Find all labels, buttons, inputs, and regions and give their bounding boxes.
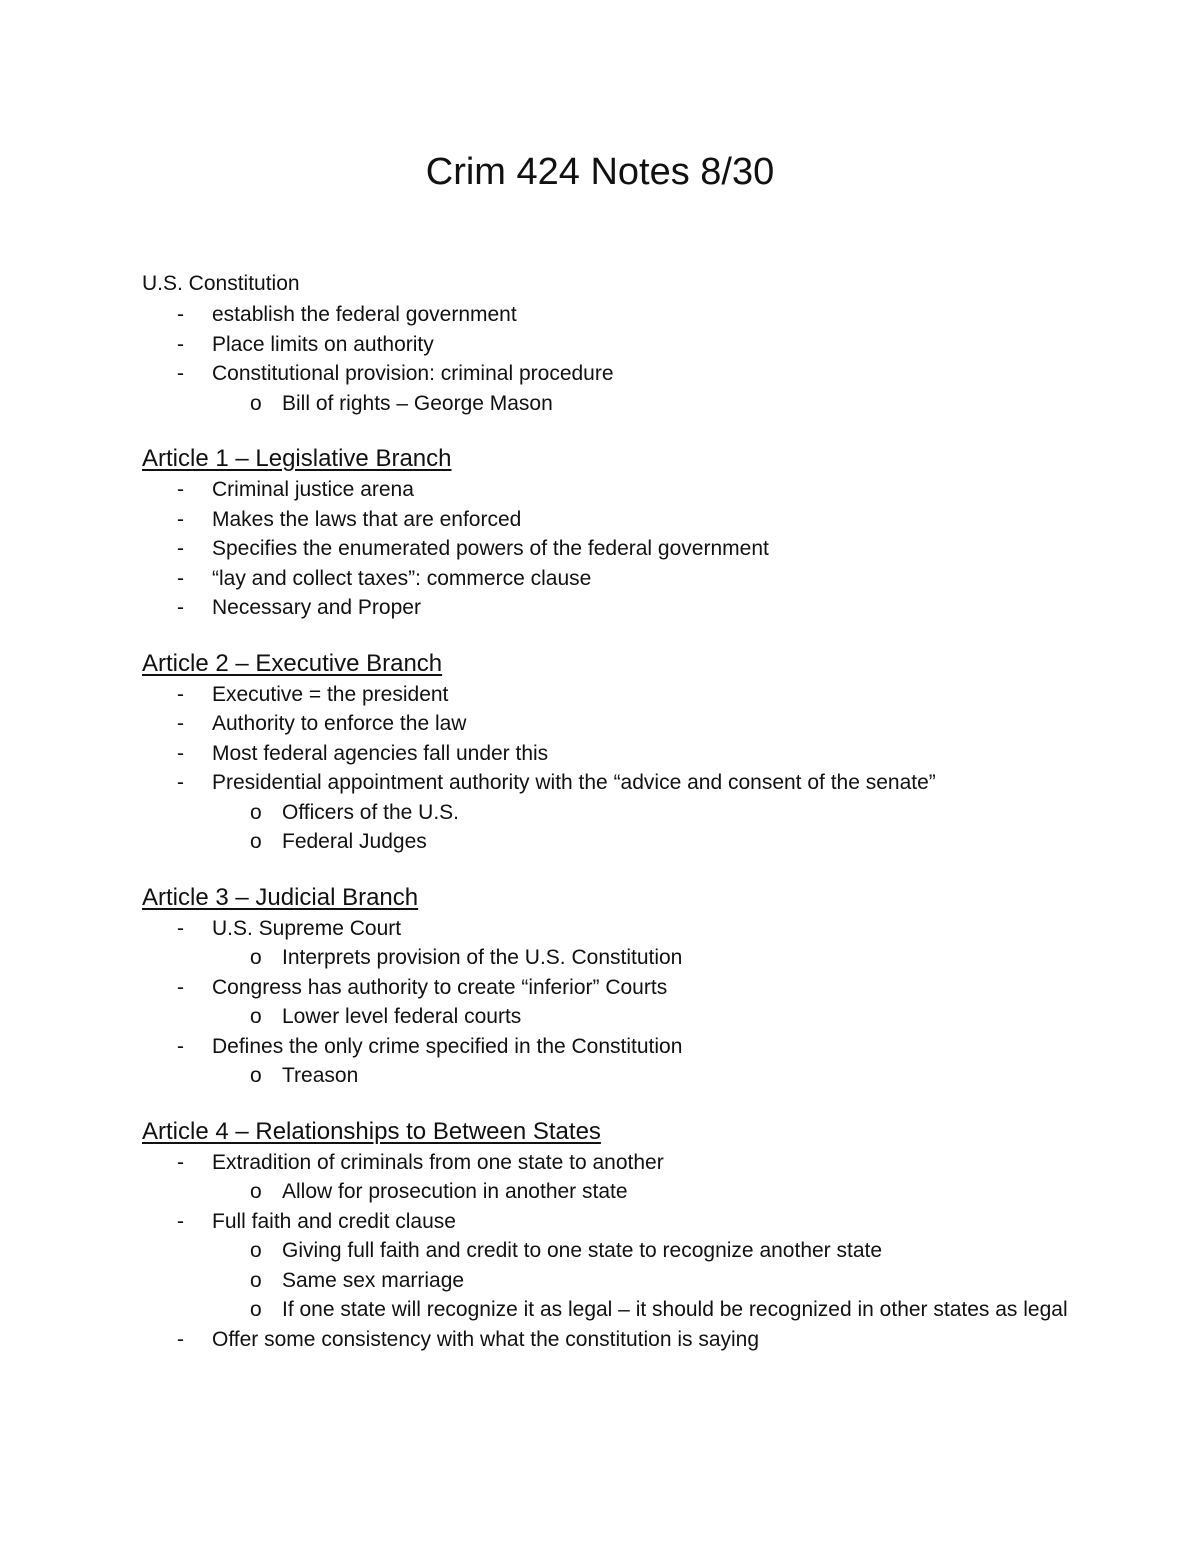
list-item: [142, 593, 1072, 623]
notes-content: [142, 268, 1072, 1379]
list-item: [142, 914, 1072, 973]
sub-list-item: [212, 1061, 1072, 1091]
page-title: Crim 424 Notes 8/30: [425, 151, 775, 193]
dash-bullet: -: [177, 478, 184, 501]
circle-bullet: o: [250, 946, 262, 969]
circle-bullet: o: [250, 830, 262, 853]
list-item-text: Executive = the president: [212, 682, 449, 706]
list-item-text: Offer some consistency with what the constitution is saying: [212, 1327, 760, 1351]
list-item-text: Full faith and credit clause: [212, 1209, 456, 1233]
circle-bullet: o: [250, 1005, 262, 1028]
list-item: [142, 330, 1072, 360]
circle-bullet: o: [250, 1298, 262, 1321]
sub-list-item: [212, 798, 1072, 828]
dash-bullet: -: [177, 566, 184, 590]
circle-bullet: o: [250, 800, 262, 824]
list-item-text: Makes the laws that are enforced: [212, 507, 522, 531]
sub-list-item-text: Lower level federal courts: [282, 1005, 522, 1028]
sub-list-item-text: If one state will recognize it as legal – it should be recognized in other states as legal: [282, 1298, 1068, 1321]
dash-bullet: -: [177, 1209, 184, 1233]
dash-bullet: -: [177, 362, 184, 385]
sub-list: [212, 1177, 1072, 1207]
bullet-list: [142, 680, 1072, 857]
list-item-text: “lay and collect taxes”: commerce clause: [212, 566, 592, 590]
list-item: [142, 359, 1072, 418]
circle-bullet: o: [250, 1239, 262, 1262]
list-item-text: Authority to enforce the law: [212, 712, 467, 735]
circle-bullet: o: [250, 391, 262, 415]
sub-list-item: [212, 827, 1072, 857]
dash-bullet: -: [177, 537, 184, 560]
list-item-text: Defines the only crime specified in the Constitution: [212, 1034, 683, 1058]
sub-list-item: [212, 1002, 1072, 1032]
dash-bullet: -: [177, 1034, 184, 1058]
section-heading: Article 4 – Relationships to Between States: [142, 1117, 601, 1145]
dash-bullet: -: [177, 1327, 184, 1351]
list-item: [142, 709, 1072, 739]
section-heading: Article 3 – Judicial Branch: [142, 883, 419, 911]
dash-bullet: -: [177, 1150, 184, 1174]
list-item-text: Extradition of criminals from one state to another: [212, 1150, 664, 1174]
dash-bullet: -: [177, 975, 184, 999]
sub-list: [212, 1002, 1072, 1032]
list-item-text: Specifies the enumerated powers of the federal government: [212, 537, 769, 560]
sub-list-item-text: Interprets provision of the U.S. Constitution: [282, 946, 683, 969]
dash-bullet: -: [177, 771, 184, 794]
sub-list: [212, 1061, 1072, 1091]
bullet-list: [142, 475, 1072, 623]
list-item-text: Place limits on authority: [212, 332, 434, 356]
section-heading: U.S. Constitution: [142, 272, 300, 295]
list-item-text: Congress has authority to create “inferior” Courts: [212, 975, 668, 999]
sub-list-item: [212, 1295, 1072, 1325]
list-item: [142, 300, 1072, 330]
dash-bullet: -: [177, 682, 184, 706]
sub-list: [212, 798, 1072, 857]
section-heading: Article 1 – Legislative Branch: [142, 445, 452, 472]
dash-bullet: -: [177, 712, 184, 735]
bullet-list: [142, 914, 1072, 1091]
sub-list-item-text: Officers of the U.S.: [282, 800, 460, 824]
sub-list-item: [212, 1266, 1072, 1296]
sub-list-item-text: Federal Judges: [282, 830, 427, 853]
circle-bullet: o: [250, 1064, 262, 1087]
dash-bullet: -: [177, 332, 184, 356]
list-item-text: Presidential appointment authority with the “advice and consent of the senate”: [212, 771, 936, 794]
sub-list: [212, 943, 1072, 973]
sub-list-item: [212, 943, 1072, 973]
sub-list-item: [212, 1177, 1072, 1207]
section-article-2: [142, 648, 1072, 857]
sub-list-item-text: Allow for prosecution in another state: [282, 1180, 628, 1203]
sub-list: [212, 1236, 1072, 1325]
list-item: [142, 680, 1072, 710]
list-item: [142, 1207, 1072, 1325]
sub-list-item: [212, 1236, 1072, 1266]
list-item: [142, 768, 1072, 857]
sub-list-item-text: Treason: [282, 1064, 359, 1087]
dash-bullet: -: [177, 303, 184, 326]
list-item: [142, 1148, 1072, 1207]
dash-bullet: -: [177, 507, 184, 531]
list-item: [142, 564, 1072, 594]
dash-bullet: -: [177, 741, 184, 765]
bullet-list: [142, 300, 1072, 418]
list-item-text: Criminal justice arena: [212, 478, 414, 501]
dash-bullet: -: [177, 916, 184, 940]
list-item: [142, 1032, 1072, 1091]
sub-list-item: [212, 389, 1072, 419]
section-heading: Article 2 – Executive Branch: [142, 649, 443, 677]
section-article-3: [142, 882, 1072, 1091]
list-item-text: Necessary and Proper: [212, 596, 421, 619]
list-item: [142, 973, 1072, 1032]
list-item: [142, 534, 1072, 564]
list-item-text: Most federal agencies fall under this: [212, 741, 549, 765]
list-item-text: establish the federal government: [212, 303, 517, 326]
circle-bullet: o: [250, 1268, 262, 1292]
list-item-text: Constitutional provision: criminal procedure: [212, 362, 614, 385]
section-us-constitution: [142, 268, 1072, 418]
list-item-text: U.S. Supreme Court: [212, 916, 402, 940]
section-article-4: [142, 1116, 1072, 1355]
bullet-list: [142, 1148, 1072, 1355]
sub-list-item-text: Same sex marriage: [282, 1268, 465, 1292]
dash-bullet: -: [177, 596, 184, 619]
section-article-1: [142, 443, 1072, 623]
list-item: [142, 1325, 1072, 1355]
circle-bullet: o: [250, 1180, 262, 1203]
sub-list-item-text: Giving full faith and credit to one state to recognize another state: [282, 1239, 883, 1262]
list-item: [142, 739, 1072, 769]
sub-list-item-text: Bill of rights – George Mason: [282, 391, 553, 415]
list-item: [142, 475, 1072, 505]
list-item: [142, 505, 1072, 535]
sub-list: [212, 389, 1072, 419]
